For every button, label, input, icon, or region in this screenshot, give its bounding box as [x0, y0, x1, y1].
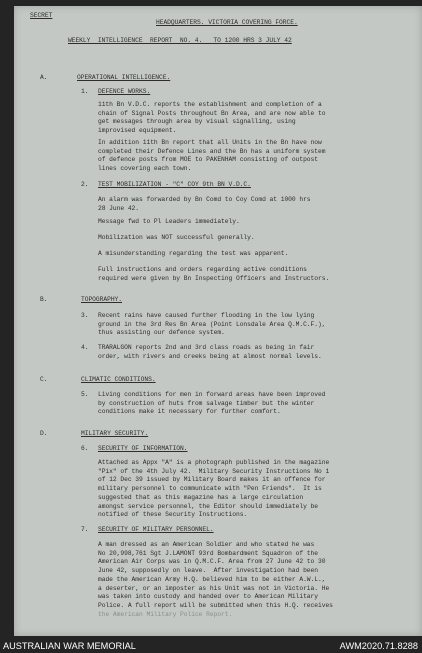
- text-line: Police. A full report will be submitted when this H.Q. receives: [98, 601, 333, 609]
- section-d-title: MILITARY SECURITY.: [81, 430, 149, 437]
- text-line: completed their Defence Lines and the Bn has a uniform system: [98, 147, 326, 155]
- item-2-paragraph-3: [98, 234, 255, 243]
- text-line: Message fwd to Pl Leaders immediately.: [98, 218, 240, 225]
- text-line: of 12 Dec 39 issued by Military Board makes it an offence for: [98, 476, 326, 484]
- text-line: made the American Army H.Q. believed him to be either A.W.L.,: [98, 575, 326, 583]
- text-line: ground in the 3rd Res Bn Area (Point Lonsdale Area Q.M.C.F.),: [98, 320, 326, 328]
- text-line: improvised equipment.: [98, 127, 177, 135]
- item-6-text: [98, 459, 329, 520]
- text-line: notified of these Security Instructions.: [98, 511, 248, 519]
- report-title: WEEKLY INTELLIGENCE REPORT NO. 4. TO 1200 HRS 3 JULY 42: [68, 37, 292, 44]
- text-line: the American Military Police Report.: [98, 610, 233, 618]
- text-line: chain of Signal Posts throughout Bn Area, and are now able to: [98, 109, 326, 117]
- headquarters-heading: HEADQUARTERS. VICTORIA COVERING FORCE.: [156, 19, 298, 26]
- text-line: was taken into custody and handed over to American Military: [98, 593, 318, 601]
- text-line: by construction of huts from salvage timber but the winter: [98, 399, 315, 407]
- section-b-title: TOPOGRAPHY.: [81, 296, 123, 303]
- item-5-number: 5.: [81, 391, 89, 398]
- section-a-letter: A.: [40, 74, 48, 81]
- text-line: Full instructions and orders regarding active conditions: [98, 266, 307, 273]
- item-3-text: [98, 312, 325, 338]
- text-line: "Pix" of the 4th July 42. Military Security Instructions No 1: [98, 467, 330, 475]
- item-1-number: 1.: [81, 88, 89, 95]
- text-line: June 42, supposedly on leave. After investigation had been: [98, 567, 318, 575]
- section-c-title: CLIMATIC CONDITIONS.: [81, 376, 156, 383]
- item-6-number: 6.: [81, 445, 89, 452]
- item-4-number: 4.: [81, 344, 89, 351]
- text-line: conditions make it necessary for further comfort.: [98, 408, 281, 416]
- text-line: required were given by Bn Inspecting Officers and Instructors.: [98, 274, 330, 282]
- text-line: Living conditions for men in forward areas have been improved: [98, 391, 326, 398]
- text-line: military personnel to communicate with "Pen Friends". It is: [98, 485, 322, 493]
- text-line: 11th Bn V.D.C. reports the establishment and completion of a: [98, 101, 322, 108]
- item-1-paragraph-1: [98, 101, 325, 136]
- item-1-title: DEFENCE WORKS.: [98, 88, 151, 95]
- document-page: [14, 6, 422, 636]
- item-7-number: 7.: [81, 526, 89, 533]
- text-line: An alarm was forwarded by Bn Comd to Coy Comd at 1000 hrs: [98, 196, 311, 203]
- text-line: Attached as Appx "A" is a photograph published in the magazine: [98, 459, 330, 466]
- text-line: a deserter, or an imposter as his Unit was not in Victoria. He: [98, 584, 330, 592]
- text-line: A misunderstanding regarding the test was apparent.: [98, 250, 289, 257]
- item-4-text: [98, 344, 322, 361]
- item-6-title: SECURITY OF INFORMATION.: [98, 445, 188, 452]
- section-c-letter: C.: [40, 376, 48, 383]
- text-line: Mobilization was NOT successful generally.: [98, 234, 255, 241]
- archive-credit: AUSTRALIAN WAR MEMORIAL: [3, 641, 136, 651]
- text-line: 28 June 42.: [98, 204, 140, 212]
- item-7-text: [98, 541, 333, 619]
- item-7-title: SECURITY OF MILITARY PERSONNEL.: [98, 526, 214, 533]
- item-2-paragraph-1: [98, 196, 311, 213]
- section-a-title: OPERATIONAL INTELLIGENCE.: [77, 74, 171, 81]
- item-1-paragraph-2: [98, 139, 325, 174]
- classification-stamp: SECRET: [30, 12, 53, 19]
- section-b-letter: B.: [40, 296, 48, 303]
- item-2-number: 2.: [81, 181, 89, 188]
- accession-number: AWM2020.71.8288: [339, 641, 418, 651]
- item-2-paragraph-4: [98, 250, 288, 259]
- text-line: No 20,998,761 Sgt J.LAMONT 93rd Bombardment Squadron of the: [98, 549, 318, 557]
- text-line: lines covering each town.: [98, 165, 192, 173]
- item-2-title: TEST MOBILIZATION - "C" COY 9th BN V.D.C.: [98, 181, 251, 188]
- text-line: thus assisting our defence system.: [98, 329, 225, 337]
- item-2-paragraph-2: [98, 218, 240, 227]
- section-d-letter: D.: [40, 430, 48, 437]
- text-line: A man dressed as an American Soldier and who stated he was: [98, 541, 315, 548]
- text-line: order, with rivers and creeks being at almost normal levels.: [98, 352, 322, 360]
- item-5-text: [98, 391, 325, 417]
- text-line: TRARALGON reports 2nd and 3rd class roads as being in fair: [98, 344, 315, 351]
- text-line: of defence posts from MOE to PAKENHAM consisting of outpost: [98, 156, 318, 164]
- text-line: American Air Corps was in Q.M.C.F. Area from 27 June 42 to 30: [98, 558, 326, 566]
- text-line: get messages through area by visual signalling, using: [98, 118, 296, 126]
- text-line: amongst service personnel, the Editor should immediately be: [98, 502, 318, 510]
- item-3-number: 3.: [81, 312, 89, 319]
- text-line: Recent rains have caused further flooding in the low lying: [98, 312, 315, 319]
- text-line: In addition 11th Bn report that all Units in the Bn have now: [98, 139, 322, 146]
- item-2-paragraph-5: [98, 266, 329, 283]
- text-line: suggested that as this magazine has a large circulation: [98, 493, 304, 501]
